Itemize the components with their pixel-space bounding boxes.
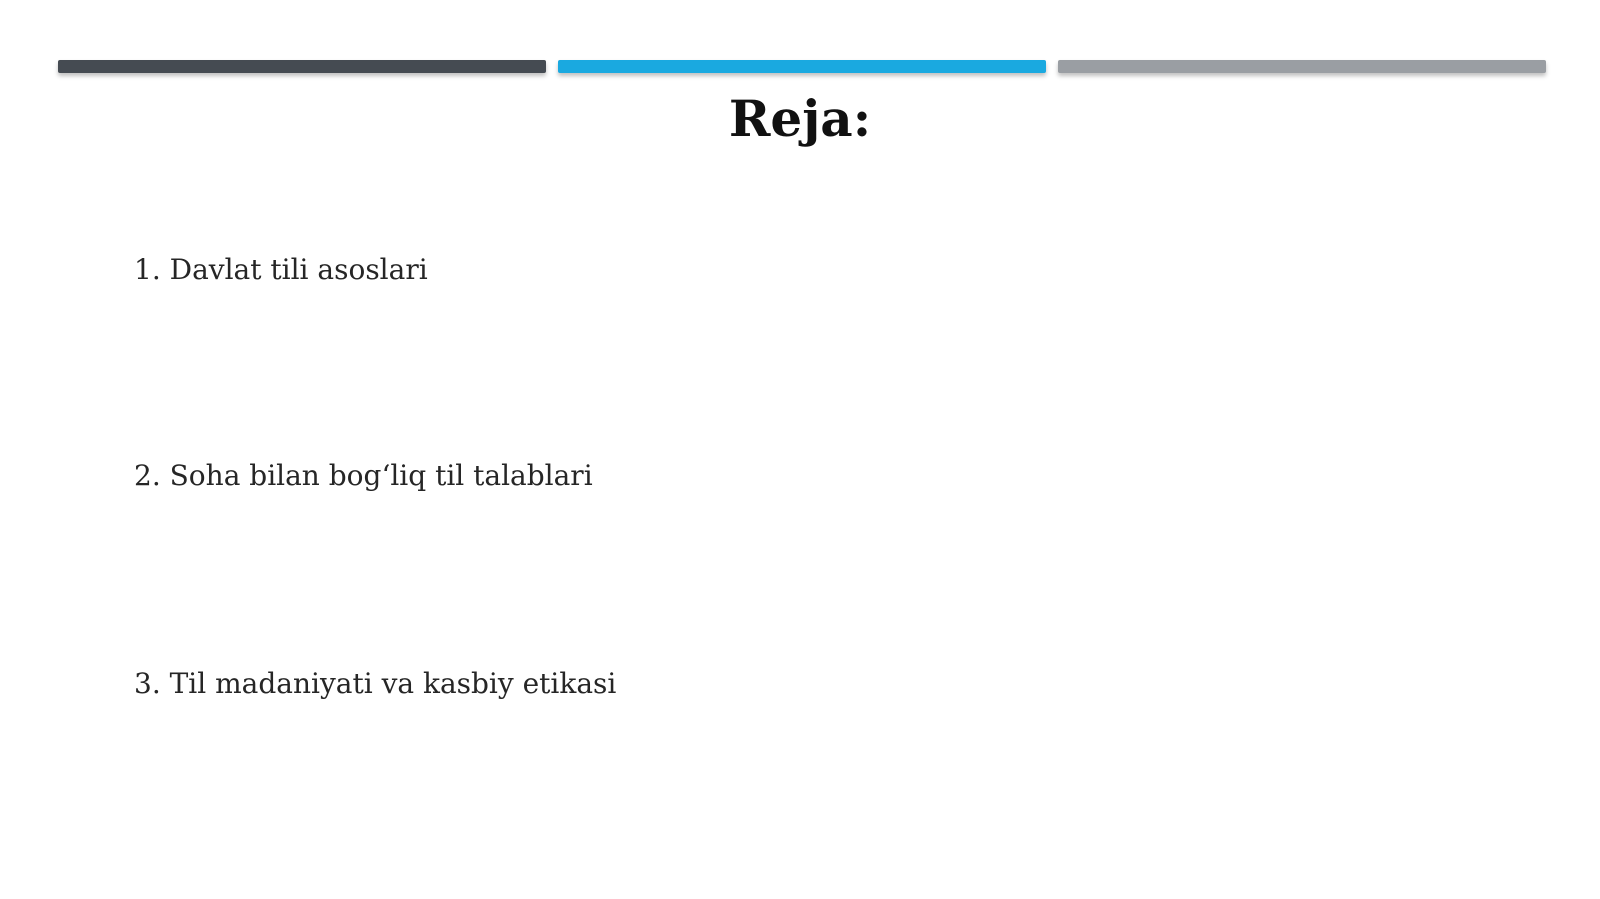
plan-item-3: 3. Til madaniyati va kasbiy etikasi	[134, 667, 617, 700]
decorative-bar-blue	[558, 60, 1046, 73]
decorative-bar-gray	[1058, 60, 1546, 73]
plan-item-1: 1. Davlat tili asoslari	[134, 253, 428, 286]
slide-title: Reja:	[728, 89, 872, 148]
decorative-bar-dark	[58, 60, 546, 73]
plan-item-2: 2. Soha bilan bog‘liq til talablari	[134, 459, 593, 492]
